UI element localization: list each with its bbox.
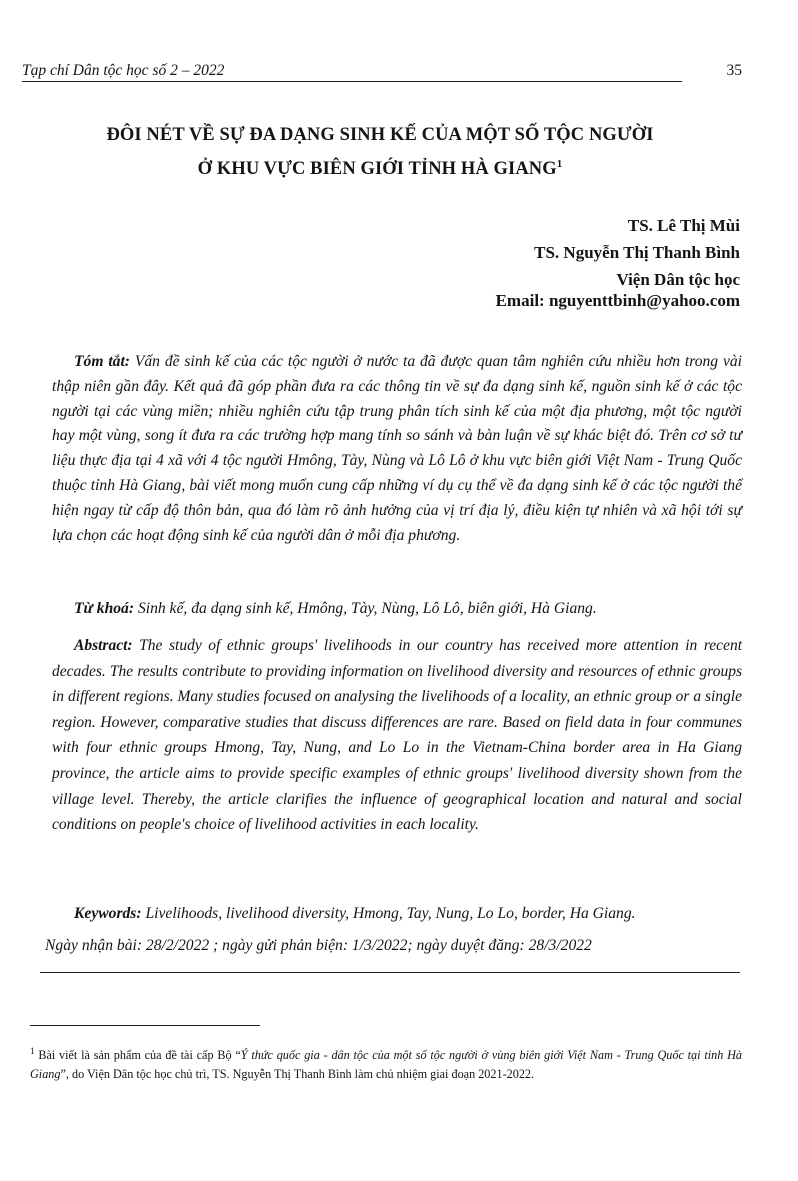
summary-label: Tóm tắt: [74, 353, 130, 370]
page-number: 35 [726, 62, 742, 79]
summary-vietnamese [52, 350, 742, 548]
abstract-text: The study of ethnic groups' livelihoods in our country has received more attention in recent decades. The results contribute to providing information on livelihood diversity and resources of ethnic groups in different regions. Many studies focused on analysing the livelihoods of a locality, an ethnic group or a single region. However, comparative studies that discuss differences are rare. Based on field data in four communes with four ethnic groups Hmong, Tay, Nung, and Lo Lo in the Vietnam-China border area in Ha Giang province, the article aims to provide specific examples of ethnic groups' livelihood diversity shown from the village level. Thereby, the article clarifies the influence of geographical location and natural and social conditions on people's choice of livelihood activities in each locality. [52, 637, 742, 834]
running-header [22, 60, 742, 82]
article-title-line-2 [20, 158, 740, 180]
keywords-en-text: Livelihoods, livelihood diversity, Hmong, Tay, Nung, Lo Lo, border, Ha Giang. [145, 905, 636, 922]
footnote-project-title: Ý thức quốc gia - dân tộc của một số tộc người ở vùng biên giới Việt Nam - Trung Quốc tại tỉnh Hà Giang [30, 1048, 742, 1081]
abstract-english [52, 633, 742, 838]
footnote-text-before: Bài viết là sản phẩm của đề tài cấp Bộ “ [38, 1048, 241, 1062]
header-divider [22, 81, 682, 82]
footnote-text-after: ”, do Viện Dân tộc học chủ trì, TS. Nguyễn Thị Thanh Bình làm chủ nhiệm giai đoạn 2021-2022. [60, 1067, 535, 1081]
author-1: TS. Lê Thị Mùi [627, 216, 740, 235]
footnote [30, 1046, 742, 1084]
keywords-vietnamese [52, 597, 742, 622]
article-dates: Ngày nhận bài: 28/2/2022 ; ngày gửi phản biện: 1/3/2022; ngày duyệt đăng: 28/3/2022 [45, 937, 592, 954]
keywords-vi-text: Sinh kế, đa dạng sinh kế, Hmông, Tày, Nùng, Lô Lô, biên giới, Hà Giang. [137, 600, 597, 617]
abstract-label: Abstract: [74, 637, 133, 654]
keywords-vi-label: Từ khoá: [74, 600, 135, 617]
title-text-1: ĐÔI NÉT VỀ SỰ ĐA DẠNG SINH KẾ CỦA MỘT SỐ TỘC NGƯỜI [106, 125, 654, 145]
keywords-en-label: Keywords: [74, 905, 142, 922]
title-footnote-mark: 1 [556, 158, 563, 170]
footnote-separator [30, 1025, 260, 1026]
journal-name: Tạp chí Dân tộc học số 2 – 2022 [22, 62, 225, 79]
author-email: Email: nguyenttbinh@yahoo.com [495, 291, 740, 310]
keywords-english [52, 902, 742, 927]
author-2: TS. Nguyễn Thị Thanh Bình [534, 243, 740, 262]
article-title-line-1 [20, 125, 740, 146]
dates-divider [40, 972, 740, 973]
title-text-2: Ở KHU VỰC BIÊN GIỚI TỈNH HÀ GIANG [197, 159, 557, 180]
summary-text: Vấn đề sinh kế của các tộc người ở nước ta đã được quan tâm nghiên cứu nhiều hơn trong vài thập niên gần đây. Kết quả đã góp phần đưa ra các thông tin về sự đa dạng sinh kế, nguồn sinh kế ở các tộc người tại các vùng miền; nhiều nghiên cứu tập trung phân tích sinh kế của một địa phương, một tộc người hay một vùng, song ít đưa ra các trường hợp mang tính so sánh và bàn luận về sự khác biệt đó. Trên cơ sở tư liệu thực địa tại 4 xã với 4 tộc người Hmông, Tày, Nùng và Lô Lô ở khu vực biên giới Việt Nam - Trung Quốc thuộc tỉnh Hà Giang, bài viết mong muốn cung cấp những ví dụ cụ thể về đa dạng sinh kế ở các tộc người thể hiện ngay từ cấp độ thôn bản, qua đó làm rõ ảnh hưởng của vị trí địa lý, điều kiện tự nhiên và xã hội tới sự lựa chọn các hoạt động sinh kế của người dân ở mỗi địa phương. [52, 353, 742, 544]
author-institution: Viện Dân tộc học [616, 270, 740, 289]
footnote-marker: 1 [30, 1045, 35, 1056]
